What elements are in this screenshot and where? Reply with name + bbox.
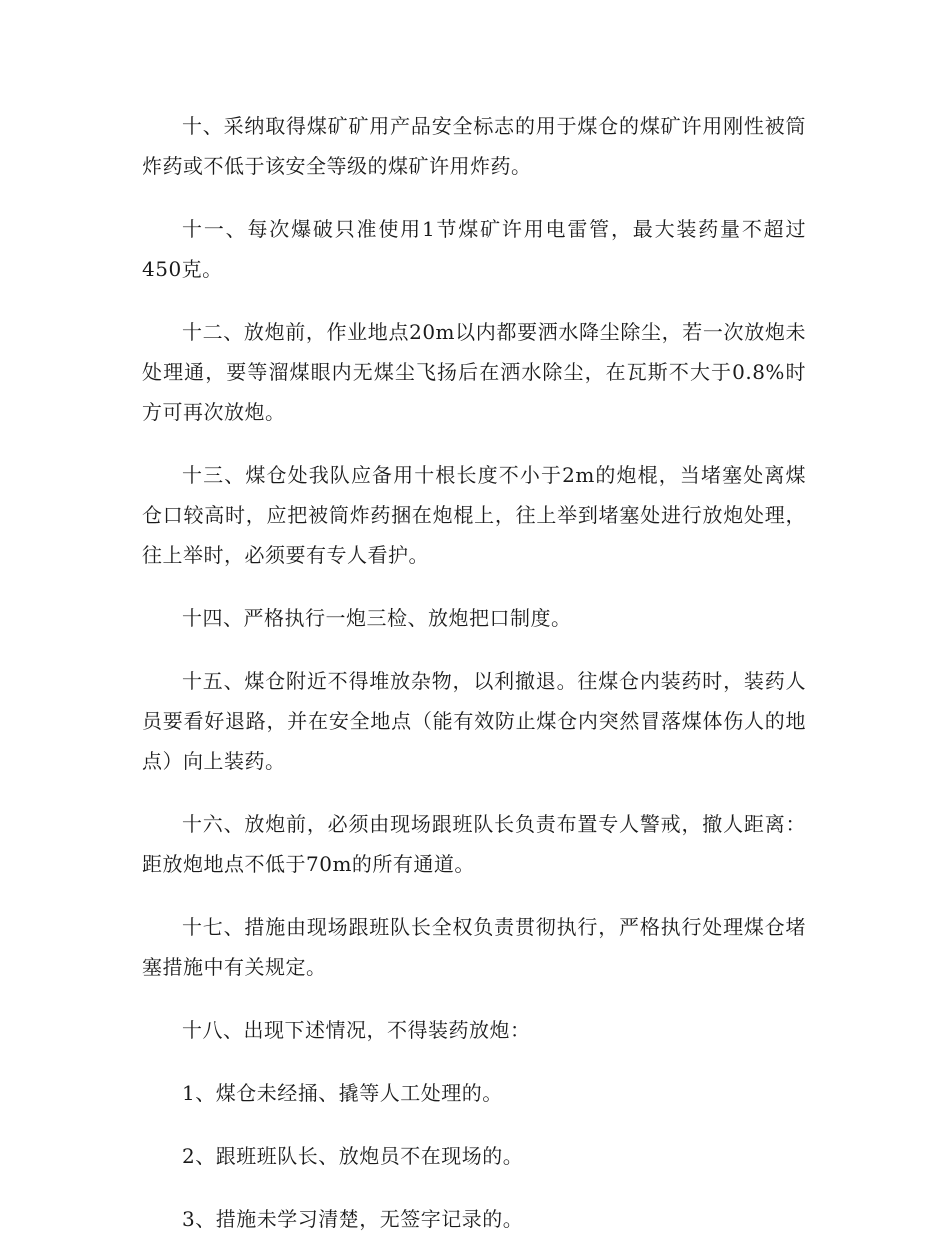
paragraph-17: 十七、措施由现场跟班队长全权负责贯彻执行，严格执行处理煤仓堵塞措施中有关规定。 (142, 915, 806, 979)
paragraph-12: 十二、放炮前，作业地点20m以内都要洒水降尘除尘，若一次放炮未处理通，要等溜煤眼内无煤尘飞扬后在洒水除尘，在瓦斯不大于0.8%时方可再次放炮。 (142, 320, 806, 424)
paragraph-15: 十五、煤仓附近不得堆放杂物，以利撤退。往煤仓内装药时，装药人员要看好退路，并在安全地点（能有效防止煤仓内突然冒落煤体伤人的地点）向上装药。 (142, 669, 806, 773)
list-item-1: 1、煤仓未经捅、撬等人工处理的。 (182, 1081, 503, 1105)
paragraph-18: 十八、出现下述情况，不得装药放炮： (182, 1018, 531, 1042)
paragraph-10: 十、采纳取得煤矿矿用产品安全标志的用于煤仓的煤矿许用刚性被筒炸药或不低于该安全等级的煤矿许用炸药。 (142, 114, 806, 178)
list-item-3: 3、措施未学习清楚，无签字记录的。 (182, 1207, 524, 1231)
list-item-2: 2、跟班班队长、放炮员不在现场的。 (182, 1144, 524, 1168)
paragraph-13: 十三、煤仓处我队应备用十根长度不小于2m的炮棍，当堵塞处离煤仓口较高时，应把被筒炸药捆在炮棍上，往上举到堵塞处进行放炮处理，往上举时，必须要有专人看护。 (142, 463, 806, 567)
paragraph-14: 十四、严格执行一炮三检、放炮把口制度。 (182, 606, 572, 630)
paragraph-16: 十六、放炮前，必须由现场跟班队长负责布置专人警戒，撤人距离：距放炮地点不低于70m的所有通道。 (142, 812, 806, 876)
document-body (142, 106, 806, 1239)
paragraph-11: 十一、每次爆破只准使用1节煤矿许用电雷管，最大装药量不超过450克。 (142, 217, 806, 281)
